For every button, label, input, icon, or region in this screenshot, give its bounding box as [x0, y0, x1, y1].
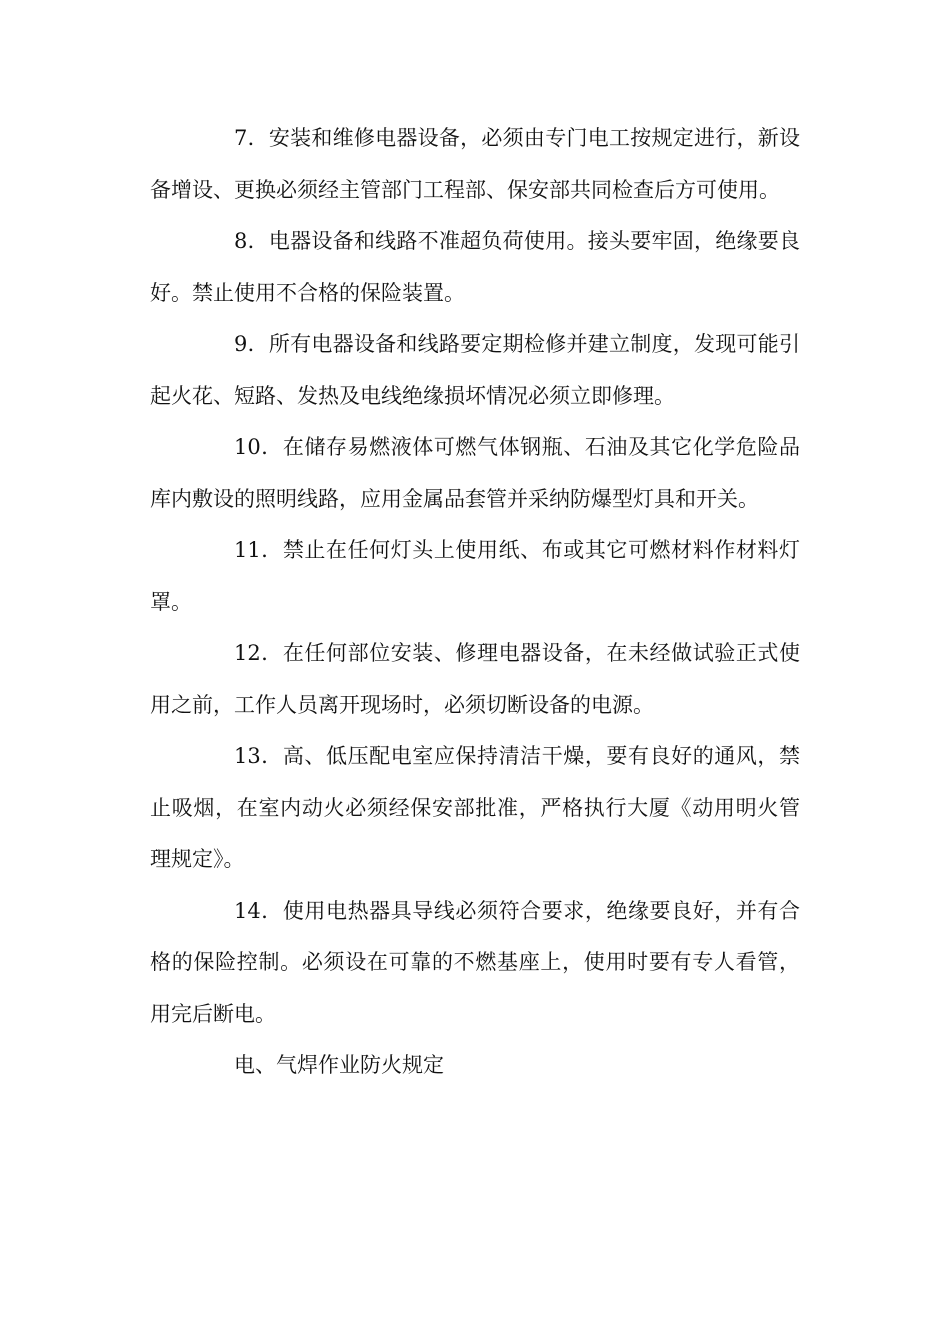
section-heading: 电、气焊作业防火规定 [234, 1053, 444, 1077]
paragraph-item-10: 10．在储存易燃液体可燃气体钢瓶、石油及其它化学危险品库内敷设的照明线路，应用金属品套管并采纳防爆型灯具和开关。 [150, 435, 800, 511]
paragraph-item-14: 14．使用电热器具导线必须符合要求，绝缘要良好，并有合格的保险控制。必须设在可靠的不燃基座上，使用时要有专人看管，用完后断电。 [150, 898, 800, 1026]
paragraph-item-9: 9．所有电器设备和线路要定期检修并建立制度，发现可能引起火花、短路、发热及电线绝缘损坏情况必须立即修理。 [150, 332, 800, 408]
paragraph-item-12: 12．在任何部位安装、修理电器设备，在未经做试验正式使用之前，工作人员离开现场时，必须切断设备的电源。 [150, 641, 800, 717]
paragraph-item-11: 11．禁止在任何灯头上使用纸、布或其它可燃材料作材料灯罩。 [150, 538, 800, 614]
paragraph-item-8: 8．电器设备和线路不准超负荷使用。接头要牢固，绝缘要良好。禁止使用不合格的保险装置。 [150, 229, 800, 305]
paragraph-item-13: 13．高、低压配电室应保持清洁干燥，要有良好的通风，禁止吸烟，在室内动火必须经保安部批准，严格执行大厦《动用明火管理规定》。 [150, 744, 800, 871]
paragraph-item-7: 7．安装和维修电器设备，必须由专门电工按规定进行，新设备增设、更换必须经主管部门工程部、保安部共同检查后方可使用。 [150, 126, 800, 202]
document-body [150, 113, 800, 1092]
